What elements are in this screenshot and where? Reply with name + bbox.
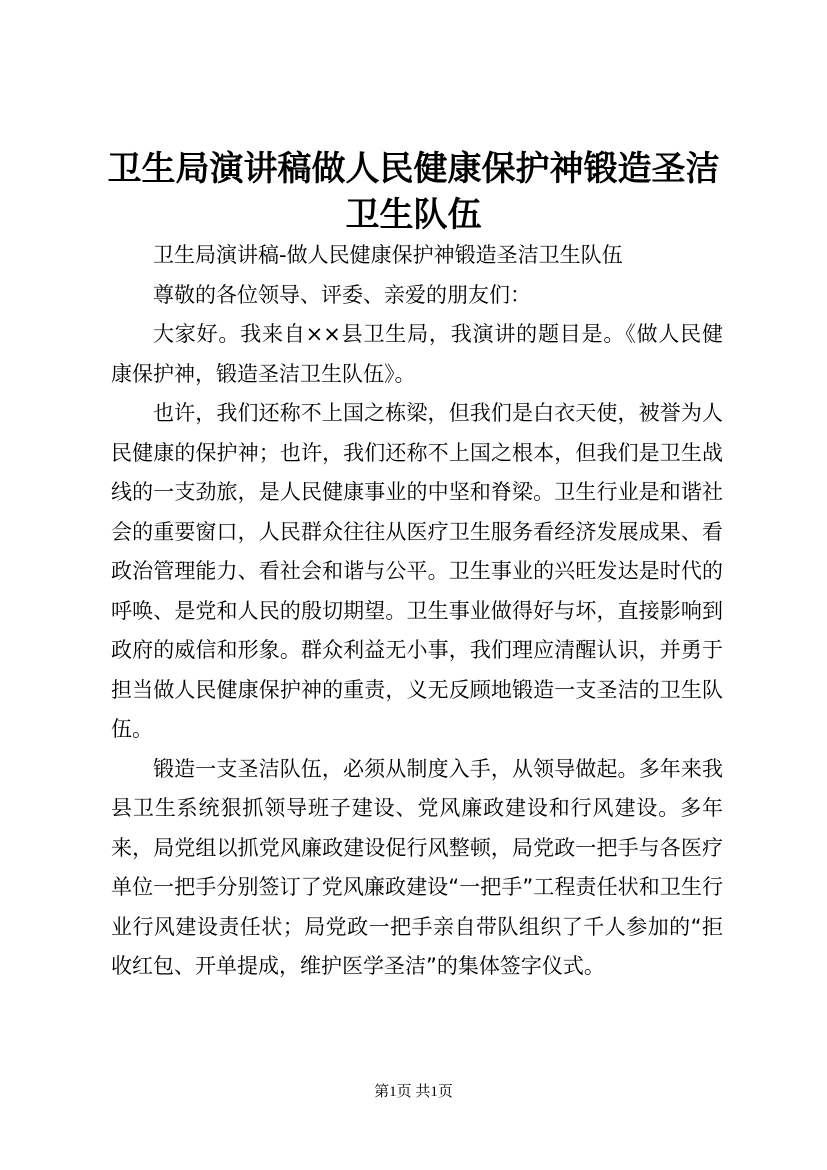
document-body	[111, 236, 723, 987]
paragraph-greeting: 大家好。我来自××县卫生局，我演讲的题目是。《做人民健康保护神，锻造圣洁卫生队伍》。	[111, 322, 723, 386]
paragraph-body-1: 也许，我们还称不上国之栋梁，但我们是白衣天使，被誉为人民健康的保护神；也许，我们还称不上国之根本，但我们是卫生战线的一支劲旅，是人民健康事业的中坚和脊梁。卫生行业是和谐社会的重要窗口，人民群众往往从医疗卫生服务看经济发展成果、看政治管理能力、看社会和谐与公平。卫生事业的兴旺发达是时代的呼唤、是党和人民的殷切期望。卫生事业做得好与坏，直接影响到政府的威信和形象。群众利益无小事，我们理应清醒认识，并勇于担当做人民健康保护神的重责，义无反顾地锻造一支圣洁的卫生队伍。	[111, 401, 723, 741]
paragraph-salutation: 尊敬的各位领导、评委、亲爱的朋友们：	[153, 282, 531, 307]
document-title: 卫生局演讲稿做人民健康保护神锻造圣洁卫生队伍	[107, 149, 720, 235]
paragraph-subtitle: 卫生局演讲稿-做人民健康保护神锻造圣洁卫生队伍	[153, 243, 623, 267]
page-footer: 第1页 共1页	[374, 1084, 453, 1100]
paragraph-body-2: 锻造一支圣洁队伍，必须从制度入手，从领导做起。多年来我县卫生系统狠抓领导班子建设、党风廉政建设和行风建设。多年来，局党组以抓党风廉政建设促行风整顿，局党政一把手与各医疗单位一把手分别签订了党风廉政建设“一把手”工程责任状和卫生行业行风建设责任状；局党政一把手亲自带队组织了千人参加的“拒收红包、开单提成，维护医学圣洁”的集体签字仪式。	[111, 756, 723, 978]
